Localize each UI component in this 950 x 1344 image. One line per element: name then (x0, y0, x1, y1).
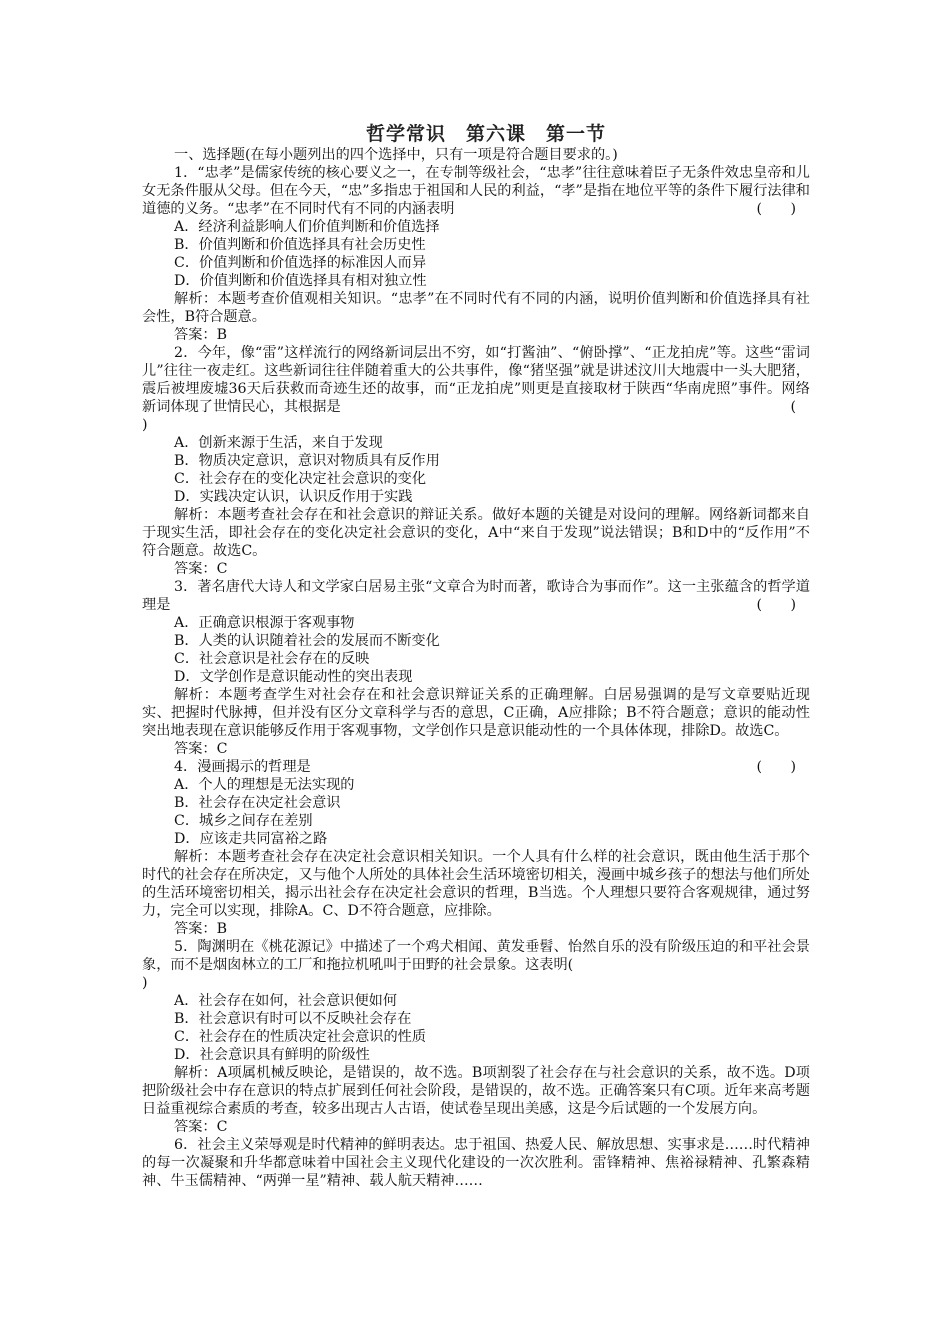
answer: 答案：C (174, 741, 228, 757)
option-b: B．物质决定意识，意识对物质具有反作用 (174, 453, 440, 469)
option-a: A．正确意识根源于客观事物 (174, 615, 355, 631)
option-c: C．价值判断和价值选择的标准因人而异 (174, 255, 427, 271)
question-stem: 1．“忠孝”是儒家传统的核心要义之一，在专制等级社会，“忠孝”往往意味着臣子无条件效忠皇帝和儿女无条件服从父母。但在今天，“忠”多指忠于祖国和人民的利益，“孝”是指在地位平等的条件下履行法律和道德的义务。“忠孝”在不同时代有不同的内涵表明 ( ) (142, 165, 810, 217)
question-stem: 3．著名唐代大诗人和文学家白居易主张“文章合为时而著，歌诗合为事而作”。这一主张蕴含的哲学道理是 ( ) (142, 579, 810, 613)
question-stem: 4．漫画揭示的哲理是 ( ) (174, 759, 796, 775)
answer: 答案：C (174, 561, 228, 577)
analysis: 解析：本题考查学生对社会存在和社会意识辩证关系的正确理解。白居易强调的是写文章要贴近现实、把握时代脉搏，但并没有区分文章科学与否的意思，C正确，A应排除；B不符合题意；意识的能动性突出地表现在意识能够反作用于客观事物，文学创作只是意识能动性的一个具体体现，排除D。故选C。 (142, 687, 810, 739)
option-b: B．社会存在决定社会意识 (174, 795, 341, 811)
option-d: D．实践决定认识，认识反作用于实践 (174, 489, 413, 505)
question-stem: 2．今年，像“雷”这样流行的网络新词层出不穷，如“打酱油”、“俯卧撑”、“正龙拍虎”等。这些“雷词儿”往往一夜走红。这些新词往往伴随着重大的公共事件，像“猪坚强”就是讲述汶川大地震中一头大肥猪，震后被埋废墟36天后获救而奇迹生还的故事，而“正龙拍虎”则更是直接取材于陕西“华南虎照”事件。网络新词体现了世情民心，其根据是 ( ) (142, 345, 810, 433)
option-b: B．社会意识有时可以不反映社会存在 (174, 1011, 412, 1027)
option-a: A．社会存在如何，社会意识便如何 (174, 993, 398, 1009)
question-4 (142, 758, 810, 938)
question-stem: 5．陶渊明在《桃花源记》中描述了一个鸡犬相闻、黄发垂髫、怡然自乐的没有阶级压迫的和平社会景象，而不是烟囱林立的工厂和拖拉机吼叫于田野的社会景象。这表明( ) (142, 939, 810, 991)
question-stem: 6．社会主义荣辱观是时代精神的鲜明表达。忠于祖国、热爱人民、解放思想、实事求是……时代精神的每一次凝聚和升华都意味着中国社会主义现代化建设的一次次胜利。雷锋精神、焦裕禄精神、孔繁森精神、牛玉儒精神、“两弹一星”精神、载人航天精神…… (142, 1137, 810, 1189)
question-6 (142, 1136, 810, 1190)
document-page (142, 122, 810, 1190)
answer: 答案：B (174, 327, 227, 343)
question-3 (142, 578, 810, 758)
option-d: D．文学创作是意识能动性的突出表现 (174, 669, 413, 685)
analysis: 解析：本题考查社会存在和社会意识的辩证关系。做好本题的关键是对设问的理解。网络新词都来自于现实生活，即社会存在的变化决定社会意识的变化，A中“来自于发现”说法错误；B和D中的“反作用”不符合题意。故选C。 (142, 507, 810, 559)
question-5 (142, 938, 810, 1136)
section-heading: 一、选择题(在每小题列出的四个选择中，只有一项是符合题目要求的。) (174, 147, 618, 163)
answer-blank-close: ) (142, 975, 148, 991)
answer-blank: ( (790, 399, 796, 415)
answer-blank-close: ) (142, 417, 148, 433)
answer: 答案：B (174, 921, 227, 937)
option-d: D．社会意识具有鲜明的阶级性 (174, 1047, 370, 1063)
option-a: A．创新来源于生活，来自于发现 (174, 435, 383, 451)
option-c: C．社会存在的性质决定社会意识的性质 (174, 1029, 427, 1045)
question-2 (142, 344, 810, 578)
option-b: B．人类的认识随着社会的发展而不断变化 (174, 633, 440, 649)
answer-blank: ( ) (756, 759, 796, 775)
analysis: 解析：A项属机械反映论，是错误的，故不选。B项割裂了社会存在与社会意识的关系，故不选。D项把阶级社会中存在意识的特点扩展到任何社会阶段，是错误的，故不选。正确答案只有C项。近年来高考题日益重视综合素质的考查，较多出现古人古语，使试卷呈现出美感，这是今后试题的一个发展方向。 (142, 1065, 810, 1117)
option-a: A．经济利益影响人们价值判断和价值选择 (174, 219, 440, 235)
option-a: A．个人的理想是无法实现的 (174, 777, 355, 793)
answer-blank: ( ) (756, 201, 796, 217)
option-c: C．城乡之间存在差别 (174, 813, 313, 829)
analysis: 解析：本题考查社会存在决定社会意识相关知识。一个人具有什么样的社会意识，既由他生活于那个时代的社会存在所决定，又与他个人所处的具体社会生活环境密切相关，漫画中城乡孩子的想法与他们所处的生活环境密切相关，揭示出社会存在决定社会意识的哲理，B当选。个人理想只要符合客观规律，通过努力，完全可以实现，排除A。C、D不符合题意，应排除。 (142, 849, 810, 919)
option-c: C．社会意识是社会存在的反映 (174, 651, 370, 667)
option-c: C．社会存在的变化决定社会意识的变化 (174, 471, 427, 487)
option-d: D．价值判断和价值选择具有相对独立性 (174, 273, 427, 289)
option-d: D．应该走共同富裕之路 (174, 831, 328, 847)
analysis: 解析：本题考查价值观相关知识。“忠孝”在不同时代有不同的内涵，说明价值判断和价值选择具有社会性，B符合题意。 (142, 291, 810, 325)
answer-blank: ( ) (756, 597, 796, 613)
option-b: B．价值判断和价值选择具有社会历史性 (174, 237, 426, 253)
page-title: 哲学常识 第六课 第一节 (365, 123, 606, 145)
question-1 (142, 164, 810, 344)
answer: 答案：C (174, 1119, 228, 1135)
